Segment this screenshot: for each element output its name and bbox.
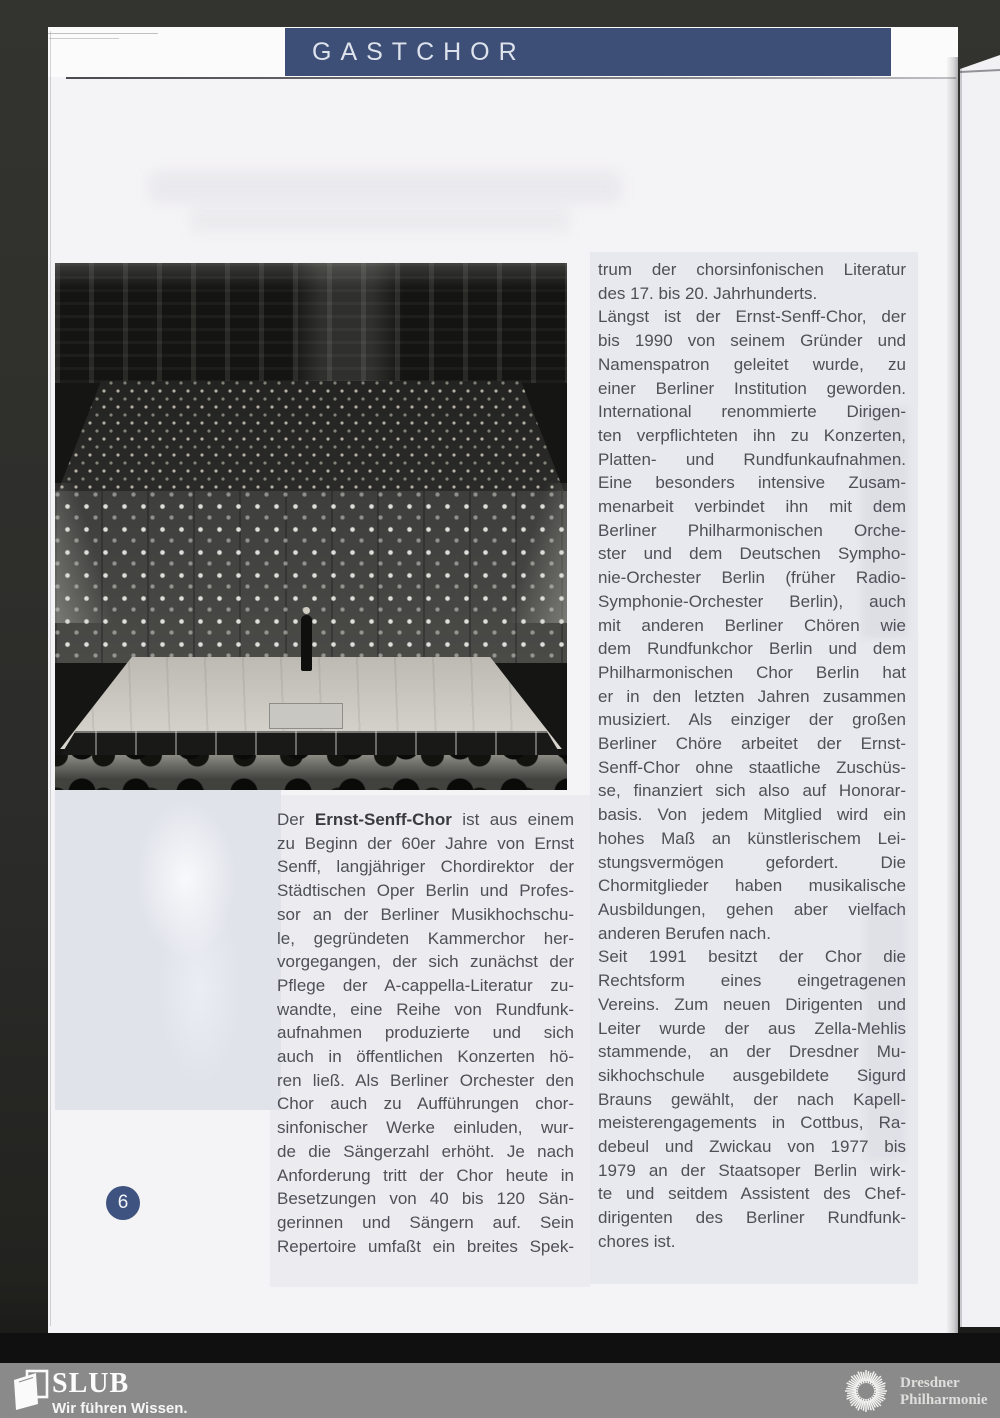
photo-choir-risers bbox=[55, 381, 567, 499]
photo-conductor bbox=[303, 607, 310, 614]
philharmonie-logo-text: Philharmonie bbox=[900, 1392, 988, 1408]
slub-book-icon bbox=[11, 1368, 51, 1412]
slub-logo-text: SLUB bbox=[52, 1368, 130, 1399]
photo-hall-background bbox=[55, 263, 567, 383]
next-page-edge bbox=[960, 55, 1000, 1327]
page-crease-line bbox=[66, 77, 956, 79]
section-header-band bbox=[285, 28, 891, 76]
philharmonie-starburst-icon bbox=[840, 1365, 892, 1417]
page-number: 6 bbox=[117, 1192, 129, 1213]
page-stack-edge bbox=[48, 33, 158, 34]
article-right-column: trum der chorsinfonischen Literatur des 17. bis 20. Jahrhunderts. Längst ist der Ernst-Senff-Chor, der bis 1990 von seinem Gründer und Namenspatron geleitet wurde, zu einer Berliner Institution geworden. International renommierte Dirigen- ten verpflichteten ihn zu Konzerten, Platten- und Rundfunkaufnahmen. Eine besonders intensive Zusam- menarbeit verbindet ihn mit dem Berliner Philharmonischen Orche- ster und dem Deutschen Sympho- nie-Orchester Berlin (früher Radio- Symphonie-Orchester Berlin), auch mit anderen Berliner Chören wie dem Rundfunkchor Berlin und dem Philharmonischen Chor Berlin hat er in den letzten Jahren zusammen musiziert. Als einziger der großen Berliner Chöre arbeitet der Ernst- Senff-Chor ohne staatliche Zuschüs- se, finanziert sich also auf Honorar- basis. Von jedem Mitglied wird ein hohes Maß an künstlerischem Lei- stungsvermögen gefordert. Die Chormitglieder haben musikalische Ausbildungen, gehen aber vielfach anderen Berufen nach. Seit 1991 besitzt der Chor die Rechtsform eines eingetragenen Vereins. Zum neuen Dirigenten und Leiter wurde der aus Zella-Mehlis stammende, an der Dresdner Mu- sikhochschule ausgebildete Sigurd Brauns gewählt, der nach Kapell- meisterengagements in Cottbus, Ra- debeul und Zwickau von 1977 bis 1979 an der Staatsoper Berlin wirk- te und seitdem Assistent des Chef- dirigenten des Berliner Rundfunk- chores ist. bbox=[598, 260, 906, 1251]
bleedthrough-smudge bbox=[190, 208, 570, 232]
page-crease-line bbox=[960, 69, 1000, 73]
page-number-badge bbox=[106, 1186, 140, 1220]
scanner-background bbox=[0, 1333, 1000, 1363]
slub-tagline: Wir führen Wissen. bbox=[52, 1400, 188, 1417]
section-title: GASTCHOR bbox=[312, 38, 526, 66]
bleedthrough-portrait bbox=[55, 790, 281, 1110]
photo-audience bbox=[55, 755, 567, 790]
viewer-footer bbox=[0, 1363, 1000, 1418]
choir-orchestra-photo bbox=[55, 263, 567, 790]
photo-side-railing bbox=[55, 483, 113, 623]
page-fold-shadow bbox=[946, 57, 958, 1333]
bleedthrough-smudge bbox=[150, 172, 620, 202]
photo-conductor-podium bbox=[269, 703, 343, 729]
page-stack-edge bbox=[50, 31, 51, 1326]
next-page-edge-line bbox=[960, 55, 962, 1327]
photo-side-railing bbox=[509, 483, 567, 623]
page-stack-edge bbox=[49, 38, 119, 39]
article-left-column: Der Ernst-Senff-Chor ist aus einem zu Beginn der 60er Jahre von Ernst Senff, langjähriger Chordirektor der Städtischen Oper Berlin und Profes- sor an der Berliner Musikhochschu- le, gegründeten Kammerchor her- vorgegangen, der sich zunächst der Pflege der A-cappella-Literatur zu- wandte, eine Reihe von Rundfunk- aufnahmen produzierte und sich auch in öffentlichen Konzerten hö- ren ließ. Als Berliner Orchester den Chor auch zu Aufführungen chor- sinfonischer Werke einluden, wur- de die Sängerzahl erhöht. Je nach Anforderung tritt der Chor heute in Besetzungen von 40 bis 120 Sän- gerinnen und Sängern auf. Sein Repertoire umfaßt ein breites Spek- bbox=[277, 810, 574, 1256]
philharmonie-logo-text: Dresdner bbox=[900, 1375, 960, 1391]
scanned-page bbox=[48, 27, 958, 1333]
photo-conductor bbox=[301, 615, 312, 671]
